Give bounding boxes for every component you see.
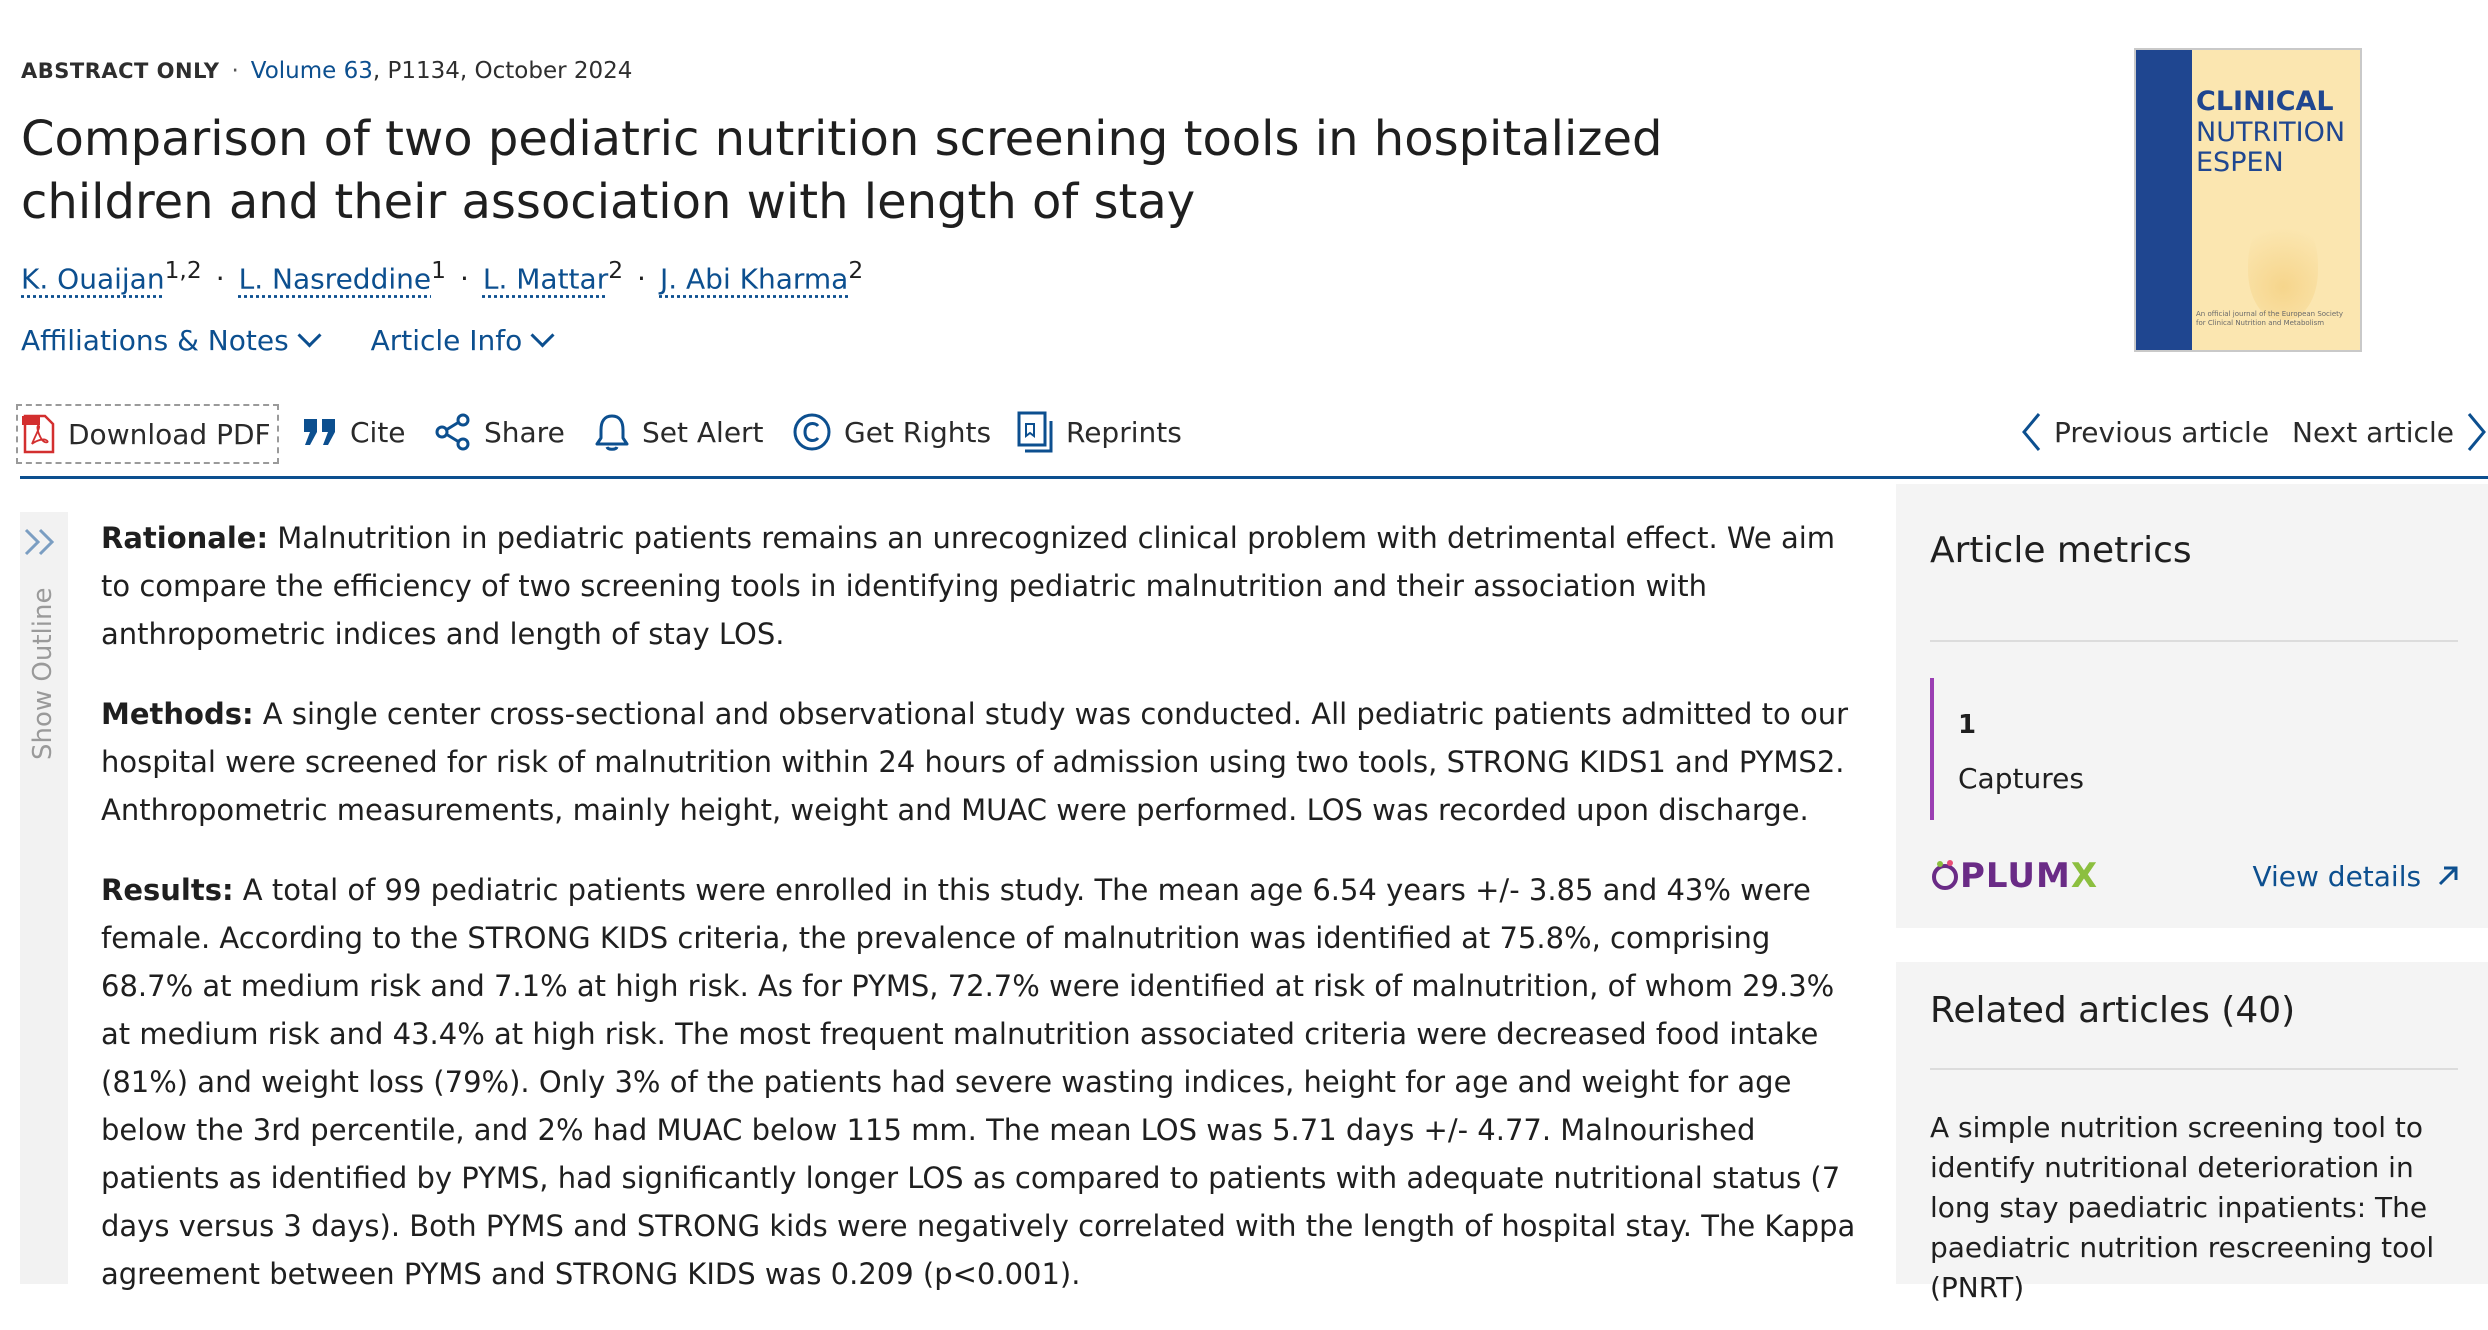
abstract-body: [101, 514, 1871, 1330]
cover-footnote: An official journal of the European Society for Clinical Nutrition and Metabolism: [2196, 310, 2344, 327]
quote-icon: [302, 417, 338, 447]
next-article-link[interactable]: Next article: [2292, 402, 2488, 462]
article-meta: [21, 58, 632, 84]
rationale-paragraph: Rationale: Malnutrition in pediatric patients remains an unrecognized clinical problem with detrimental effect. We aim to compare the efficiency of two screening tools in identifying pediatric malnutrition and their association with anthropometric indices and length of stay LOS.: [101, 521, 1836, 651]
author-affiliation: 2: [608, 256, 624, 284]
reprints-button[interactable]: Reprints: [1016, 402, 1182, 462]
chevron-down-icon: [297, 323, 321, 347]
related-heading: Related articles (40): [1930, 990, 2296, 1031]
results-paragraph: Results: A total of 99 pediatric patients were enrolled in this study. The mean age 6.54 years +/- 3.85 and 43% were female. According to the STRONG KIDS criteria, the prevalence of malnutrition was identified at 75.8%, comprising 68.7% at medium risk and 7.1% at high risk. As for PYMS, 72.7% were identified at risk of malnutrition, of whom 29.3% at medium risk and 43.4% at high risk. The most frequent malnutrition associated criteria were decreased food intake (81%) and weight loss (79%). Only 3% of the patients had severe wasting indices, height for age and weight for age below the 3rd percentile, and 2% had MUAC below 115 mm. The mean LOS was 5.71 days +/- 4.77. Malnourished patients as identified by PYMS, had significantly longer LOS as compared to patients with adequate nutritional status (7 days versus 3 days). Both PYMS and STRONG kids were negatively correlated with the length of hospital stay. The Kappa agreement between PYMS and STRONG KIDS was 0.209 (p<0.001).: [101, 873, 1856, 1291]
chevron-down-icon: [531, 323, 555, 347]
reprints-icon: [1016, 410, 1054, 454]
author-link[interactable]: L. Nasreddine: [238, 262, 432, 296]
toolbar-divider: [20, 476, 2488, 479]
view-details-link[interactable]: View details: [2252, 860, 2460, 893]
pdf-icon: [22, 414, 56, 454]
divider: [1930, 1068, 2458, 1070]
methods-paragraph: Methods: A single center cross-sectional and observational study was conducted. All pediatric patients admitted to our hospital were screened for risk of malnutrition within 24 hours of admission using two tools, STRONG KIDS1 and PYMS2. Anthropometric measurements, mainly height, weight and MUAC were performed. LOS was recorded upon discharge.: [101, 697, 1849, 827]
share-button[interactable]: Share: [434, 402, 565, 462]
journal-cover[interactable]: [2134, 48, 2362, 352]
chevron-right-icon: [2466, 411, 2488, 453]
show-outline-label[interactable]: Show Outline: [28, 587, 58, 760]
author-affiliation: 1: [431, 256, 446, 284]
plumx-icon: [1930, 859, 1960, 891]
author-affiliation: 1,2: [164, 256, 202, 284]
divider: [1930, 640, 2458, 642]
cover-title-line1: CLINICAL: [2196, 86, 2334, 117]
cover-droplet-graphic: [2248, 210, 2318, 320]
captures-count: 1: [1958, 710, 1977, 740]
get-rights-button[interactable]: Get Rights: [792, 402, 991, 462]
article-toolbar: [16, 402, 2488, 466]
previous-article-link[interactable]: Previous article: [2020, 402, 2269, 462]
author-list: K. Ouaijan$^{1,2}$ · L. Nasreddine$^1$ · L. Mattar$^2$ · J. Abi Kharma$^2$: [21, 256, 864, 296]
affiliations-notes-toggle[interactable]: Affiliations & Notes: [21, 324, 318, 357]
article-title: Comparison of two pediatric nutrition screening tools in hospitalized children and their association with length of stay: [21, 111, 1663, 230]
volume-link[interactable]: Volume 63: [250, 58, 373, 84]
meta-separator: ·: [231, 58, 239, 84]
cover-title-line2: NUTRITION ESPEN: [2196, 117, 2346, 178]
share-icon: [434, 413, 472, 451]
metrics-heading: Article metrics: [1930, 530, 2192, 571]
related-articles-panel: [1896, 962, 2488, 1304]
issue-details: , P1134, October 2024: [372, 58, 633, 84]
cite-button[interactable]: Cite: [302, 402, 406, 462]
author-affiliation: 2: [848, 256, 864, 284]
arrow-up-right-icon: [2436, 864, 2460, 888]
abstract-only-label: ABSTRACT ONLY: [21, 59, 220, 83]
author-link[interactable]: K. Ouaijan: [21, 262, 165, 296]
set-alert-button[interactable]: Set Alert: [594, 402, 764, 462]
author-link[interactable]: J. Abi Kharma: [659, 262, 849, 296]
bell-icon: [594, 412, 630, 452]
cover-spine: [2136, 50, 2192, 350]
plumx-logo: PLUMX: [1930, 856, 2098, 896]
copyright-icon: [792, 412, 832, 452]
article-metrics-panel: [1896, 484, 2488, 928]
captures-label: Captures: [1958, 762, 2084, 795]
article-info-toggle[interactable]: Article Info: [371, 324, 552, 357]
chevron-left-icon: [2020, 411, 2042, 453]
author-link[interactable]: L. Mattar: [482, 262, 609, 296]
double-chevron-right-icon[interactable]: [22, 524, 58, 570]
captures-bar: [1930, 678, 1934, 820]
download-pdf-button[interactable]: Download PDF: [16, 404, 279, 464]
related-article-link[interactable]: A simple nutrition screening tool to identify nutritional deterioration in long stay paediatric inpatients: The paediatric nutrition rescreening tool (PNRT): [1930, 1111, 2435, 1304]
info-links: [21, 324, 595, 357]
